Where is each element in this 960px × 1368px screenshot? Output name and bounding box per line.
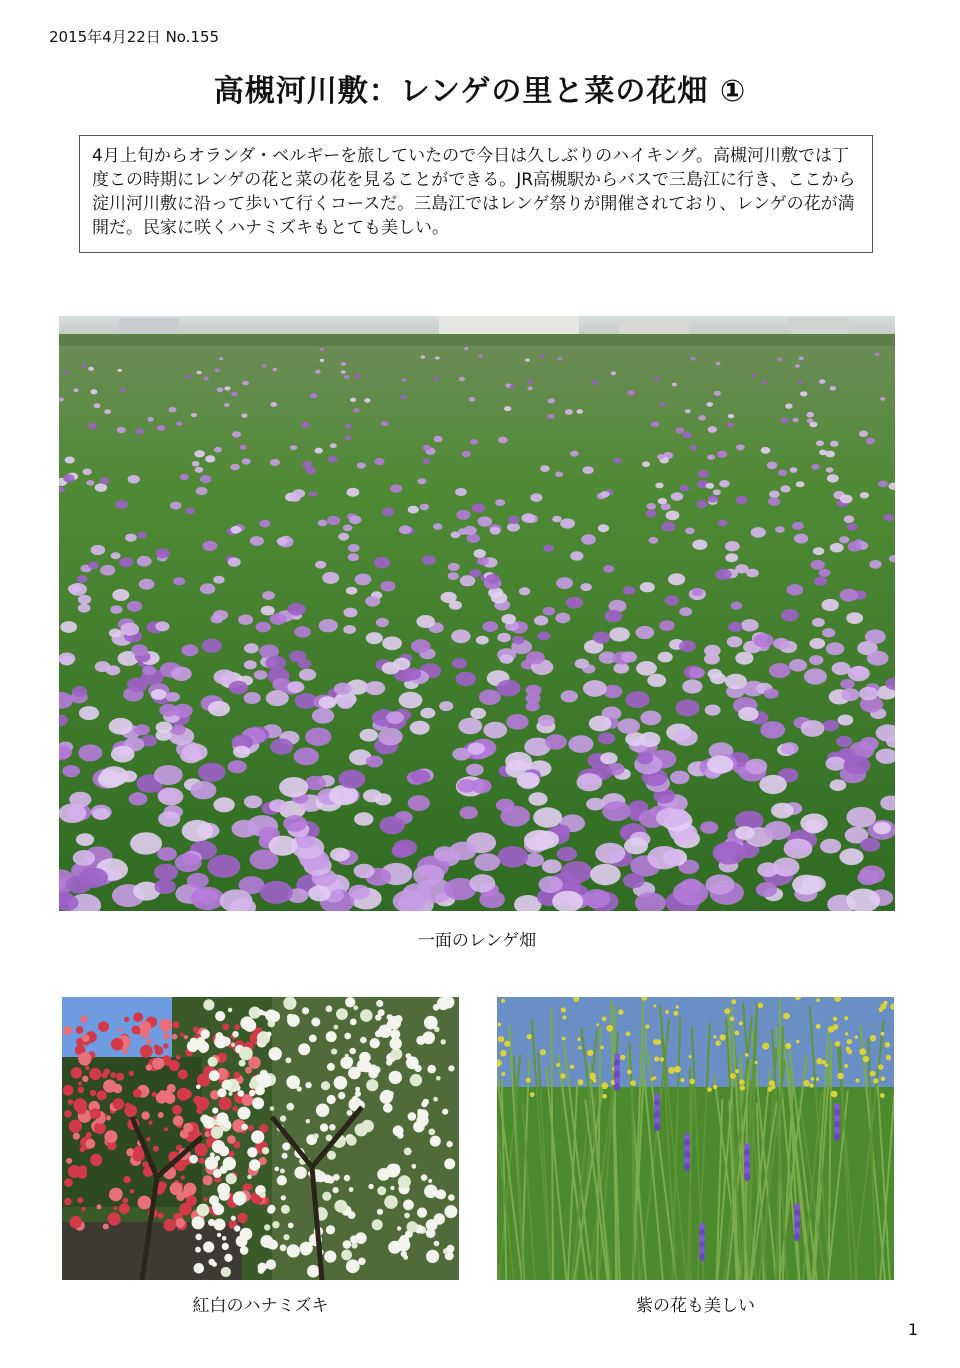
intro-text: 4月上旬からオランダ・ベルギーを旅していたので今日は久しぶりのハイキング。高槻河川敷では丁度この時期にレンゲの花と菜の花を見ることができる。JR高槻駅からバスで三島江に行き、ここから淀川河川敷に沿って歩いて行くコースだ。三島江ではレンゲ祭りが開催されており、レンゲの花が満開だ。民家に咲くハナミズキもとても美しい。 [79, 135, 873, 253]
dogwood-caption: 紅白のハナミズキ [192, 1296, 329, 1316]
page-title: 高槻河川敷：レンゲの里と菜の花畑 ① [213, 74, 747, 109]
vetch-photo [497, 997, 894, 1280]
page-number: 1 [907, 1320, 918, 1339]
renge-field-caption: 一面のレンゲ畑 [417, 931, 537, 951]
vetch-caption: 紫の花も美しい [636, 1296, 755, 1316]
page-date: 2015年4月22日 No.155 [49, 28, 220, 46]
renge-field-photo [59, 316, 895, 911]
dogwood-photo [62, 997, 459, 1280]
